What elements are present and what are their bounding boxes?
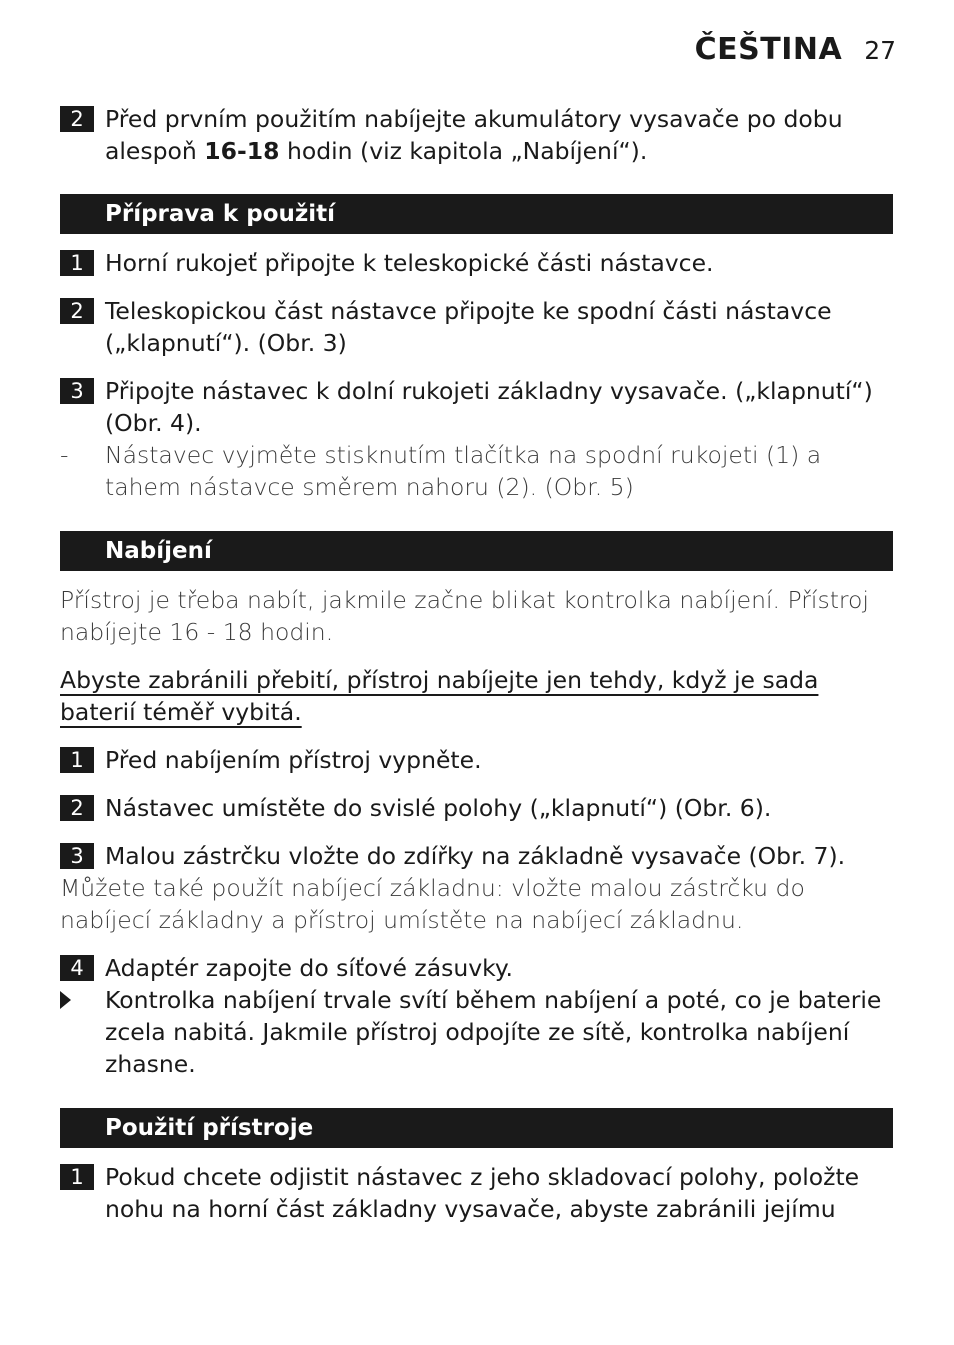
result-item xyxy=(60,984,893,1080)
step-number: 3 xyxy=(60,378,94,404)
step-number: 1 xyxy=(60,747,94,773)
warning-text: Abyste zabránili přebití, přístroj nabíjejte jen tehdy, když je sada baterií téměř vybitá. xyxy=(60,666,819,726)
step-number: 1 xyxy=(60,1164,94,1190)
prep-step-3 xyxy=(60,375,893,503)
step-number: 2 xyxy=(60,298,94,324)
step-number: 2 xyxy=(60,795,94,821)
charge-step-4 xyxy=(60,952,893,1080)
step-number: 1 xyxy=(60,250,94,276)
result-text: Kontrolka nabíjení trvale svítí během nabíjení a poté, co je baterie zcela nabitá. Jakmile přístroj odpojíte ze sítě, kontrolka nabíjení zhasne. xyxy=(105,986,882,1078)
charging-intro: Přístroj je třeba nabít, jakmile začne blikat kontrolka nabíjení. Přístroj nabíjejte 16 - 18 hodin. xyxy=(60,586,869,646)
step-text-after: hodin (viz kapitola „Nabíjení“). xyxy=(279,137,648,165)
step-text: Horní rukojeť připojte k teleskopické části nástavce. xyxy=(105,249,714,277)
step-number: 3 xyxy=(60,843,94,869)
dash-text: Nástavec vyjměte stisknutím tlačítka na spodní rukojeti (1) a tahem nástavce směrem nahoru (2). (Obr. 5) xyxy=(105,441,822,501)
charge-step-2 xyxy=(60,792,893,824)
intro-step xyxy=(60,103,893,167)
step-text: Připojte nástavec k dolní rukojeti základny vysavače. („klapnutí“) (Obr. 4). xyxy=(105,377,873,437)
dash-item xyxy=(60,439,893,503)
step-text-before: Před prvním použitím nabíjejte akumulátory vysavače po dobu alespoň xyxy=(105,105,843,165)
prep-step-1 xyxy=(60,247,893,279)
dash-mark: - xyxy=(60,441,69,469)
language-title: ČEŠTINA xyxy=(694,32,843,67)
section-heading-charging: Nabíjení xyxy=(60,531,893,571)
charge-step-1 xyxy=(60,744,893,776)
prep-step-2 xyxy=(60,295,893,359)
page-number: 27 xyxy=(864,36,896,65)
charge-step-3 xyxy=(60,840,893,936)
step-text: Nástavec umístěte do svislé polohy („klapnutí“) (Obr. 6). xyxy=(105,794,772,822)
section-heading-use: Použití přístroje xyxy=(60,1108,893,1148)
use-step-1 xyxy=(60,1161,893,1225)
step-text: Adaptér zapojte do síťové zásuvky. xyxy=(105,954,513,982)
step-text-bold: 16-18 xyxy=(204,137,280,165)
step-text: Teleskopickou část nástavce připojte ke spodní části nástavce („klapnutí“). (Obr. 3) xyxy=(105,297,832,357)
result-triangle-icon xyxy=(60,991,71,1009)
charging-warning xyxy=(60,664,893,728)
step-text: Pokud chcete odjistit nástavec z jeho skladovací polohy, položte nohu na horní část základny vysavače, abyste zabránili jejímu xyxy=(105,1163,860,1223)
step-text: Před nabíjením přístroj vypněte. xyxy=(105,746,482,774)
section-heading-preparation: Příprava k použití xyxy=(60,194,893,234)
step-text: Malou zástrčku vložte do zdířky na základně vysavače (Obr. 7). xyxy=(105,842,846,870)
page-header xyxy=(695,32,896,67)
step-number: 4 xyxy=(60,955,94,981)
step-number: 2 xyxy=(60,106,94,132)
step3-note: Můžete také použít nabíjecí základnu: vložte malou zástrčku do nabíjecí základny a přístroj umístěte na nabíjecí základnu. xyxy=(60,874,805,934)
